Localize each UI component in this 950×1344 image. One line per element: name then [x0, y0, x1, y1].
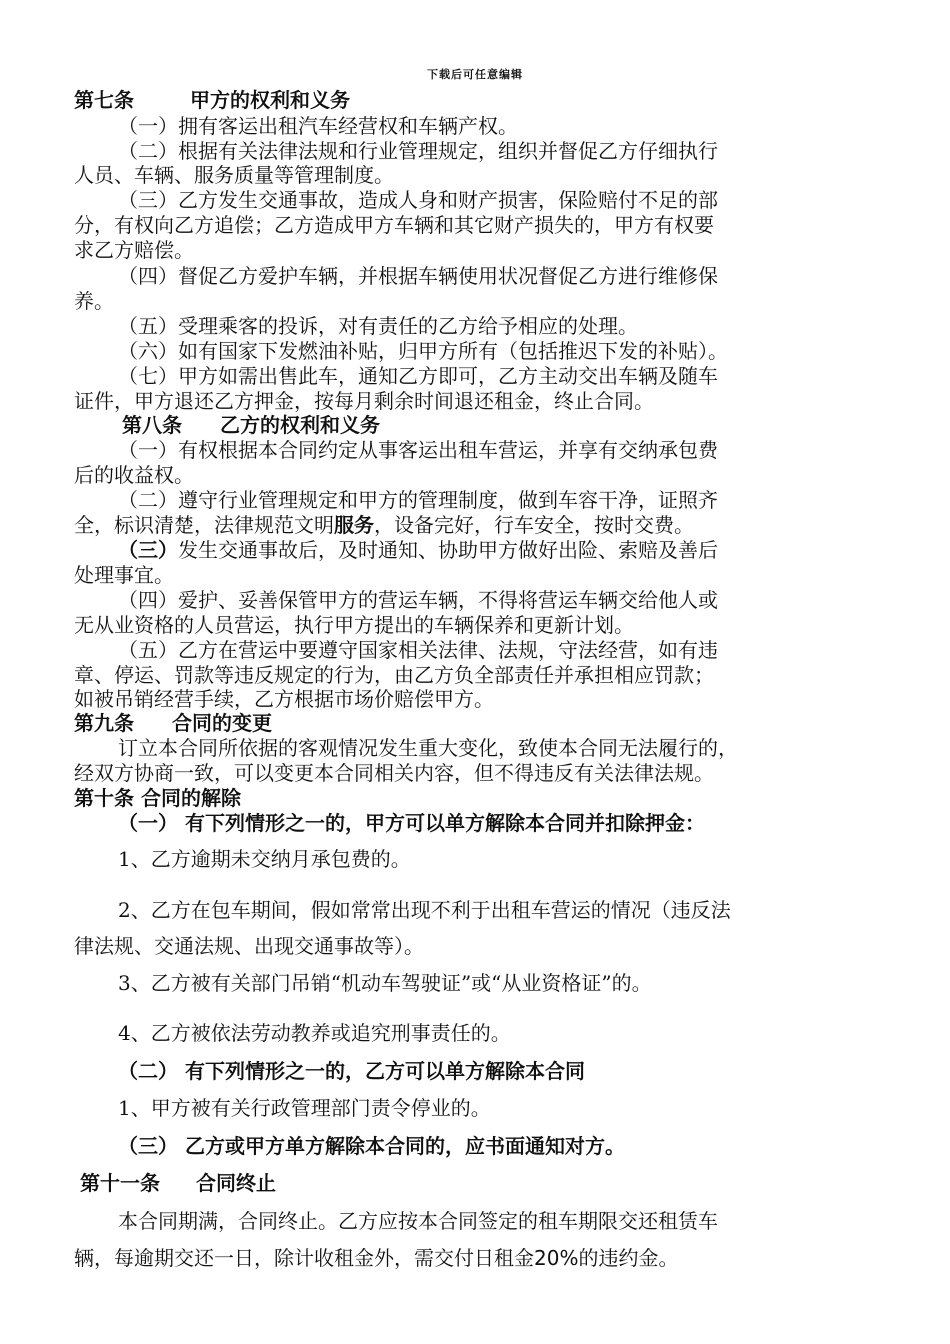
- article-11-number: 第十一条: [80, 1171, 160, 1195]
- article-8-line: 处理事宜。: [74, 563, 174, 587]
- article-8-number: 第八条: [122, 413, 182, 437]
- article-7-heading: [74, 88, 350, 112]
- article-9-line: 订立本合同所依据的客观情况发生重大变化，致使本合同无法履行的，: [118, 736, 738, 760]
- article-7-line: （四）督促乙方爱护车辆，并根据车辆使用状况督促乙方进行维修保: [118, 264, 718, 288]
- article-9-heading: [74, 711, 272, 735]
- article-7-line: （一）拥有客运出租汽车经营权和车辆产权。: [118, 114, 518, 138]
- article-7-line: 养。: [74, 289, 114, 313]
- article-7-line: （六）如有国家下发燃油补贴，归甲方所有（包括推迟下发的补贴）。: [118, 339, 728, 363]
- article-8-line: 章、停运、罚款等违反规定的行为，由乙方负全部责任并承担相应罚款；: [74, 663, 714, 687]
- article-10-subheading: （一） 有下列情形之一的，甲方可以单方解除本合同并扣除押金：: [118, 811, 705, 835]
- article-8-line: （一）有权根据本合同约定从事客运出租车营运，并享有交纳承包费: [118, 438, 718, 462]
- article-8-line: 后的收益权。: [74, 463, 194, 487]
- article-8-line: （五）乙方在营运中要遵守国家相关法律、法规，守法经营，如有违: [118, 638, 718, 662]
- article-8-line: 如被吊销经营手续，乙方根据市场价赔偿甲方。: [74, 687, 494, 711]
- article-8-line: 无从业资格的人员营运，执行甲方提出的车辆保养和更新计划。: [74, 613, 634, 637]
- article-10-item: 2、乙方在包车期间，假如常常出现不利于出租车营运的情况（违反法: [118, 898, 731, 922]
- article-10-item: 4、乙方被依法劳动教养或追究刑事责任的。: [118, 1021, 511, 1045]
- article-8-line: （二）遵守行业管理规定和甲方的管理制度，做到车容干净，证照齐: [118, 488, 718, 512]
- article-10-subheading: （二） 有下列情形之一的，乙方可以单方解除本合同: [118, 1059, 585, 1083]
- article-7-line: （五）受理乘客的投诉，对有责任的乙方给予相应的处理。: [118, 314, 638, 338]
- article-10-item: 1、甲方被有关行政管理部门责令停业的。: [118, 1096, 491, 1120]
- article-7-line: 人员、车辆、服务质量等管理制度。: [74, 163, 394, 187]
- article-7-line: （二）根据有关法律法规和行业管理规定，组织并督促乙方仔细执行: [118, 139, 718, 163]
- article-8-bold-text: 服务: [334, 513, 374, 537]
- article-11-title: 合同终止: [196, 1171, 276, 1195]
- article-8-line: [118, 538, 718, 562]
- article-8-bold-text: （三）: [118, 538, 178, 562]
- article-11-text: 辆，每逾期交还一日，除计收租金外，需交付日租金: [74, 1246, 534, 1270]
- article-8-text: 发生交通事故后，及时通知、协助甲方做好出险、索赔及善后: [178, 538, 718, 562]
- article-8-title: 乙方的权利和义务: [220, 413, 380, 437]
- article-8-text: ，设备完好，行车安全，按时交费。: [374, 513, 694, 537]
- article-7-number: 第七条: [74, 88, 134, 112]
- article-7-line: （三）乙方发生交通事故，造成人身和财产损害，保险赔付不足的部: [118, 188, 718, 212]
- article-10-item: 3、乙方被有关部门吊销“机动车驾驶证”或“从业资格证”的。: [118, 971, 652, 995]
- article-8-heading: [122, 413, 380, 437]
- article-8-line: （四）爱护、妥善保管甲方的营运车辆，不得将营运车辆交给他人或: [118, 588, 718, 612]
- article-10-heading: 第十条 合同的解除: [74, 786, 241, 810]
- article-11-line: [74, 1246, 678, 1270]
- article-11-text: 的违约金。: [578, 1246, 679, 1270]
- article-8-line: [74, 513, 694, 537]
- article-7-line: 求乙方赔偿。: [74, 238, 194, 262]
- article-11-line: 本合同期满，合同终止。乙方应按本合同签定的租车期限交还租赁车: [118, 1209, 718, 1233]
- article-9-line: 经双方协商一致，可以变更本合同相关内容，但不得违反有关法律法规。: [74, 761, 714, 785]
- article-11-heading: [80, 1171, 276, 1195]
- article-7-line: 分，有权向乙方追偿；乙方造成甲方车辆和其它财产损失的，甲方有权要: [74, 213, 714, 237]
- article-11-percent: 20%: [534, 1246, 579, 1270]
- page-header: 下载后可任意编辑: [427, 68, 523, 81]
- article-7-title: 甲方的权利和义务: [190, 88, 350, 112]
- article-10-item: 律法规、交通法规、出现交通事故等）。: [74, 934, 424, 958]
- article-9-title: 合同的变更: [172, 711, 272, 735]
- article-9-number: 第九条: [74, 711, 134, 735]
- article-10-subheading: （三） 乙方或甲方单方解除本合同的，应书面通知对方。: [118, 1134, 625, 1158]
- article-7-line: （七）甲方如需出售此车，通知乙方即可，乙方主动交出车辆及随车: [118, 364, 718, 388]
- article-10-item: 1、乙方逾期未交纳月承包费的。: [118, 847, 411, 871]
- article-7-line: 证件，甲方退还乙方押金，按每月剩余时间退还租金，终止合同。: [74, 389, 654, 413]
- article-8-text: 全，标识清楚，法律规范文明: [74, 513, 334, 537]
